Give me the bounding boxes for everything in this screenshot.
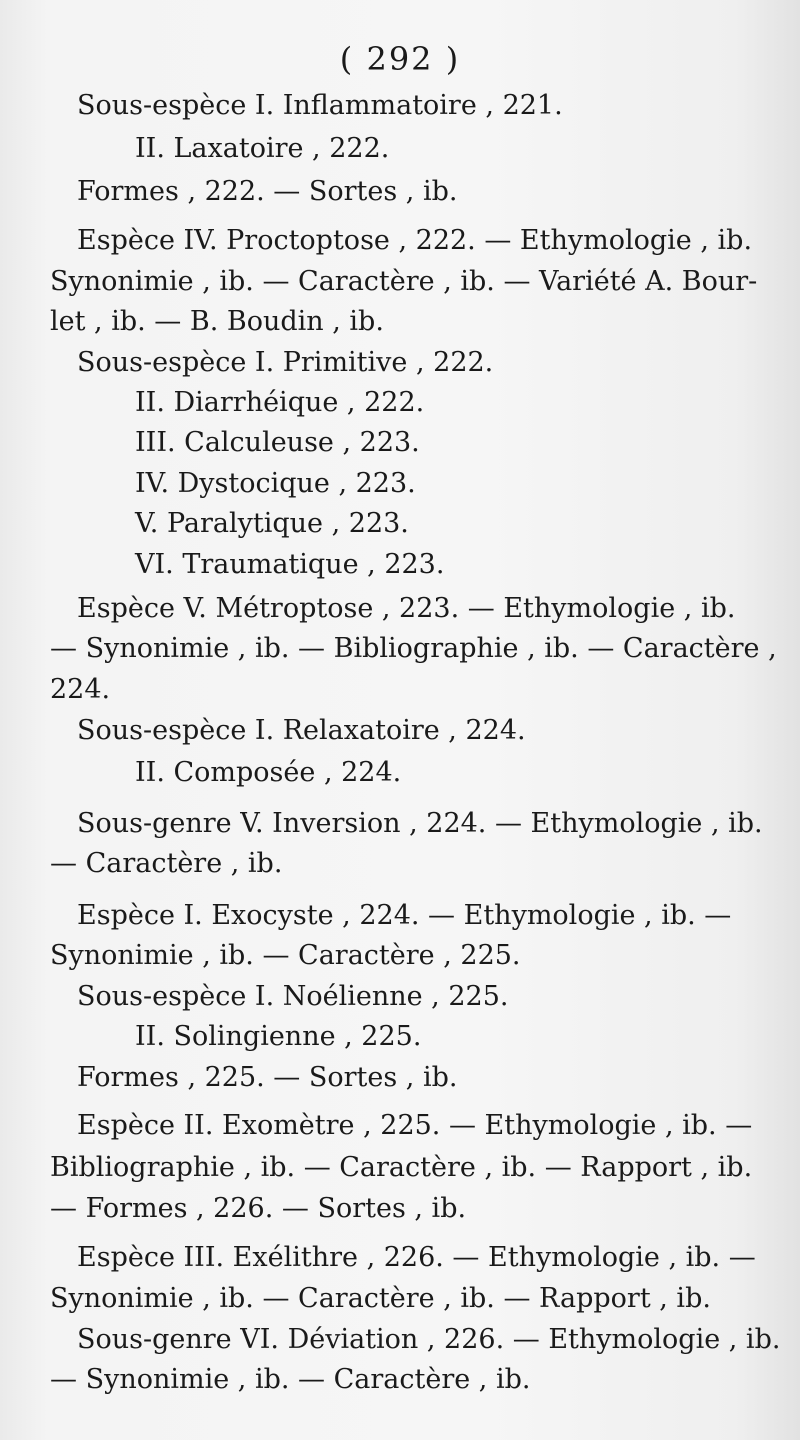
- index-line: Sous-espèce I. Primitive , 222.: [77, 347, 494, 378]
- index-line: Formes , 222. — Sortes , ib.: [77, 176, 458, 207]
- page-number: ( 292 ): [339, 40, 461, 78]
- index-line: — Caractère , ib.: [50, 848, 283, 879]
- index-line: IV. Dystocique , 223.: [135, 468, 416, 499]
- index-line: Espèce V. Métroptose , 223. — Ethymologie , ib.: [77, 593, 736, 624]
- index-line: — Synonimie , ib. — Caractère , ib.: [50, 1364, 531, 1395]
- index-line: — Formes , 226. — Sortes , ib.: [50, 1193, 467, 1224]
- index-line: Formes , 225. — Sortes , ib.: [77, 1062, 458, 1093]
- index-line: Espèce II. Exomètre , 225. — Ethymologie , ib. —: [77, 1110, 753, 1141]
- index-line: V. Paralytique , 223.: [135, 508, 409, 539]
- index-line: Espèce I. Exocyste , 224. — Ethymologie , ib. —: [77, 900, 732, 931]
- index-line: VI. Traumatique , 223.: [135, 549, 445, 580]
- index-line: Sous-espèce I. Inflammatoire , 221.: [77, 90, 563, 121]
- index-line: Sous-genre V. Inversion , 224. — Ethymologie , ib.: [77, 808, 763, 839]
- index-line: II. Diarrhéique , 222.: [135, 387, 425, 418]
- index-line: II. Laxatoire , 222.: [135, 133, 390, 164]
- index-line: Espèce III. Exélithre , 226. — Ethymologie , ib. —: [77, 1242, 756, 1273]
- index-line: II. Solingienne , 225.: [135, 1021, 422, 1052]
- index-line: — Synonimie , ib. — Bibliographie , ib. — Caractère ,: [50, 633, 777, 664]
- index-line: II. Composée , 224.: [135, 757, 402, 788]
- index-line: 224.: [50, 674, 111, 705]
- index-line: Synonimie , ib. — Caractère , 225.: [50, 940, 521, 971]
- index-line: Bibliographie , ib. — Caractère , ib. — Rapport , ib.: [50, 1152, 753, 1183]
- index-line: let , ib. — B. Boudin , ib.: [50, 306, 384, 337]
- index-line: Sous-espèce I. Noélienne , 225.: [77, 981, 509, 1012]
- index-line: Sous-genre VI. Déviation , 226. — Ethymologie , ib.: [77, 1324, 781, 1355]
- index-line: Synonimie , ib. — Caractère , ib. — Rapport , ib.: [50, 1283, 711, 1314]
- index-line: Synonimie , ib. — Caractère , ib. — Variété A. Bour-: [50, 266, 758, 297]
- index-line: Espèce IV. Proctoptose , 222. — Ethymologie , ib.: [77, 225, 753, 256]
- index-line: III. Calculeuse , 223.: [135, 427, 420, 458]
- index-line: Sous-espèce I. Relaxatoire , 224.: [77, 715, 526, 746]
